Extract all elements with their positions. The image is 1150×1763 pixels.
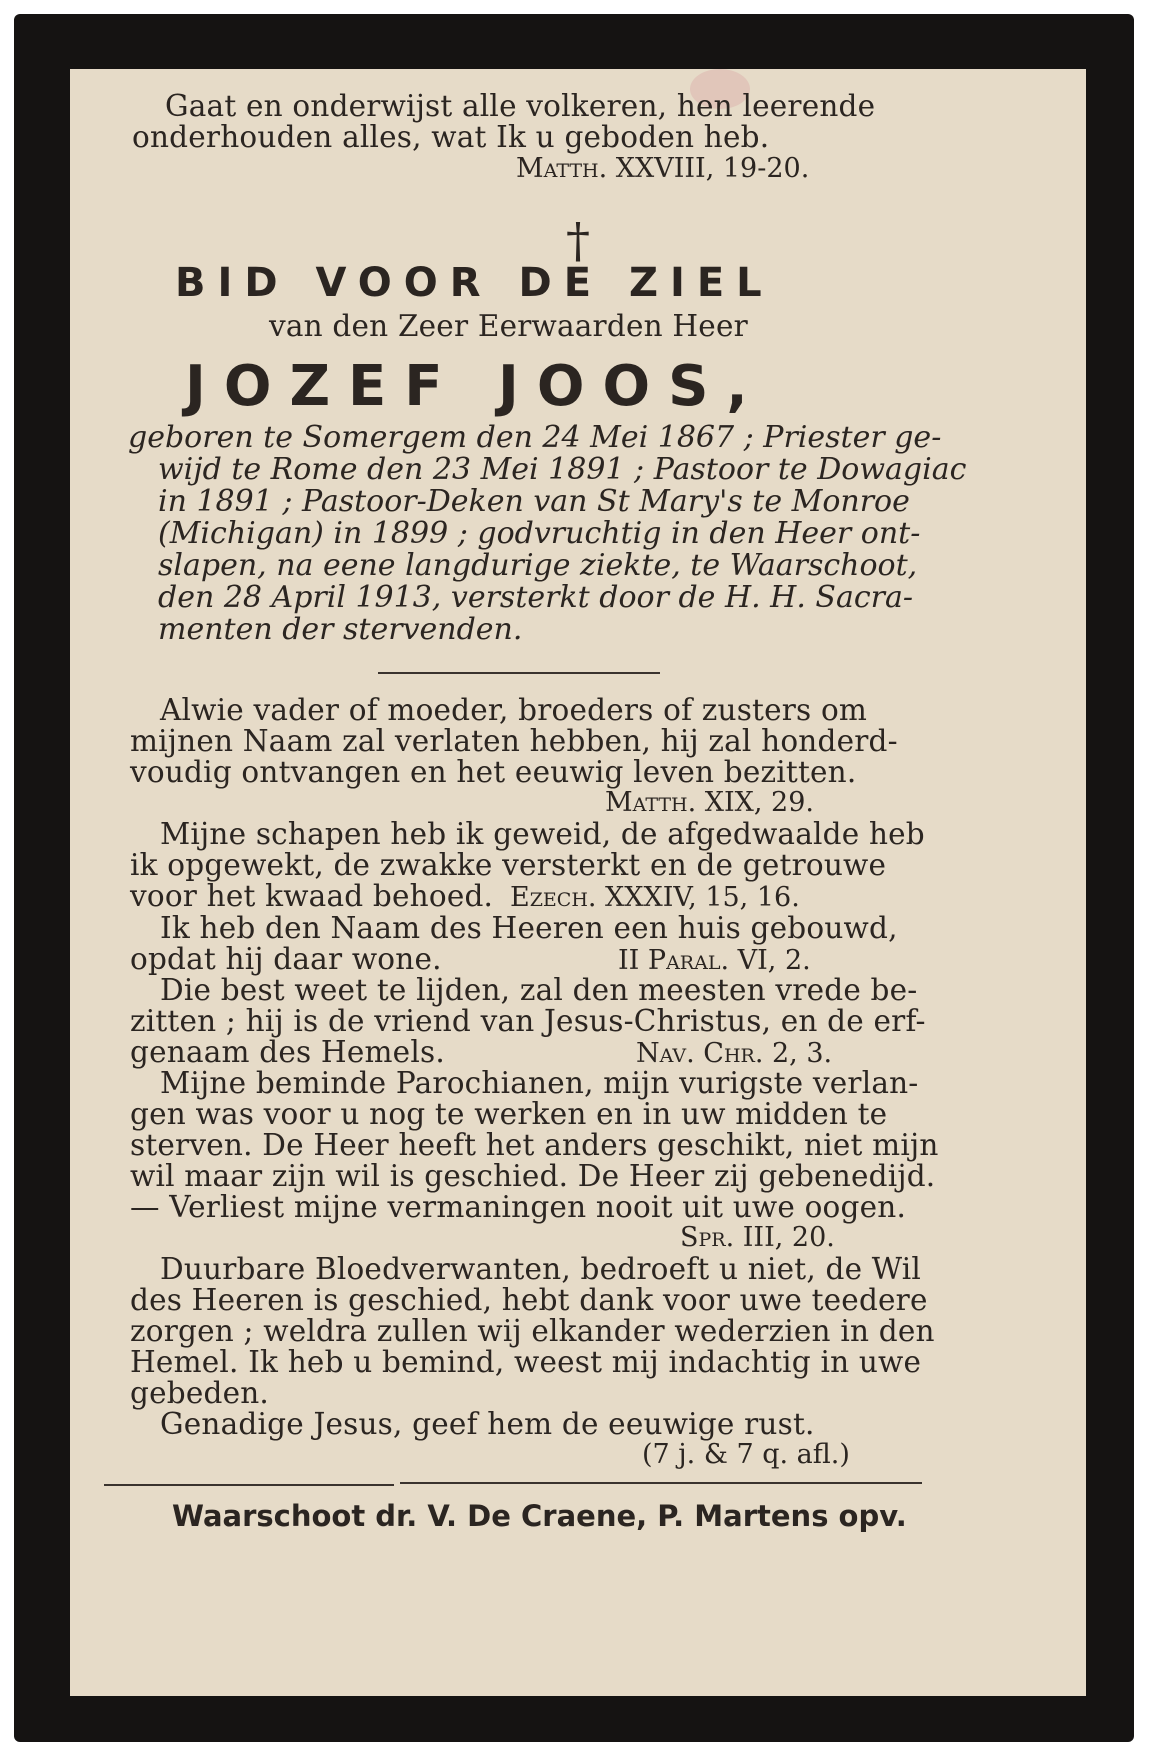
cross-icon: †: [566, 213, 590, 269]
biography-line-4: (Michigan) in 1899 ; godvruchtig in den Heer ont-: [158, 516, 921, 551]
epigraph-line-2: onderhouden alles, wat Ik u geboden heb.: [132, 120, 770, 154]
closing-prayer: Genadige Jesus, geef hem de eeuwige rust.: [160, 1407, 815, 1441]
printer-imprint: Waarschoot dr. V. De Craene, P. Martens opv.: [172, 1499, 907, 1533]
heading: BID VOOR DE ZIEL: [175, 260, 774, 306]
biography-line-7: menten der stervenden.: [158, 612, 523, 647]
passage-line: des Heeren is geschied, hebt dank voor uwe teedere: [130, 1283, 928, 1317]
scripture-reference: Spr. III, 20.: [680, 1222, 835, 1253]
footer-rule-right: [400, 1482, 922, 1484]
deceased-name: JOZEF JOOS,: [185, 354, 766, 419]
biography-line-5: slapen, na eene langdurige ziekte, te Waarschoot,: [158, 548, 918, 583]
passage-line: — Verliest mijne vermaningen nooit uit uwe oogen.: [130, 1190, 907, 1224]
passage-line: zorgen ; weldra zullen wij elkander wederzien in den: [130, 1314, 935, 1348]
passage-line: Mijne schapen heb ik geweid, de afgedwaalde heb: [160, 817, 925, 851]
epigraph-reference: Matth. XXVIII, 19-20.: [516, 153, 810, 184]
passage-line: mijnen Naam zal verlaten hebben, hij zal honderd-: [130, 724, 898, 758]
subheading: van den Zeer Eerwaarden Heer: [269, 309, 748, 343]
passage-line: Hemel. Ik heb u bemind, weest mij indachtig in uwe: [130, 1345, 922, 1379]
passage-line: voor het kwaad behoed.: [130, 879, 494, 913]
scripture-reference: Ezech. XXXIV, 15, 16.: [510, 882, 800, 913]
passage-line: Die best weet te lijden, zal den meesten vrede be-: [160, 973, 918, 1007]
passage-line: wil maar zijn wil is geschied. De Heer zij gebenedijd.: [130, 1159, 936, 1193]
scripture-reference: II Paral. VI, 2.: [618, 945, 811, 976]
memorial-card: [70, 69, 1086, 1696]
divider-rule: [378, 672, 660, 674]
passage-line: ik opgewekt, de zwakke versterkt en de getrouwe: [130, 848, 887, 882]
epigraph-line-1: Gaat en onderwijst alle volkeren, hen leerende: [165, 89, 876, 123]
passage-line: Mijne beminde Parochianen, mijn vurigste verlan-: [160, 1066, 919, 1100]
passage-line: genaam des Hemels.: [130, 1035, 445, 1069]
passage-line: Ik heb den Naam des Heeren een huis gebouwd,: [160, 911, 898, 945]
biography-line-2: wijd te Rome den 23 Mei 1891 ; Pastoor te Dowagiac: [158, 452, 967, 487]
biography-line-6: den 28 April 1913, versterkt door de H. H. Sacra-: [158, 580, 914, 615]
passage-line: gebeden.: [130, 1376, 270, 1410]
passage-line: Duurbare Bloedverwanten, bedroeft u niet, de Wil: [160, 1252, 922, 1286]
footer-rule-left: [104, 1484, 394, 1486]
passage-line: Alwie vader of moeder, broeders of zusters om: [160, 693, 868, 727]
indulgence-note: (7 j. & 7 q. afl.): [642, 1439, 850, 1470]
passage-line: sterven. De Heer heeft het anders geschikt, niet mijn: [130, 1128, 939, 1162]
scripture-reference: Nav. Chr. 2, 3.: [636, 1038, 833, 1069]
biography-line-1: geboren te Somergem den 24 Mei 1867 ; Priester ge-: [128, 420, 942, 455]
passage-line: opdat hij daar wone.: [130, 942, 442, 976]
passage-line: zitten ; hij is de vriend van Jesus-Christus, en de erf-: [130, 1004, 926, 1038]
biography-line-3: in 1891 ; Pastoor-Deken van St Mary's te Monroe: [158, 484, 910, 519]
passage-line: gen was voor u nog te werken en in uw midden te: [130, 1097, 888, 1131]
passage-line: voudig ontvangen en het eeuwig leven bezitten.: [130, 755, 857, 789]
scripture-reference: Matth. XIX, 29.: [605, 787, 814, 818]
